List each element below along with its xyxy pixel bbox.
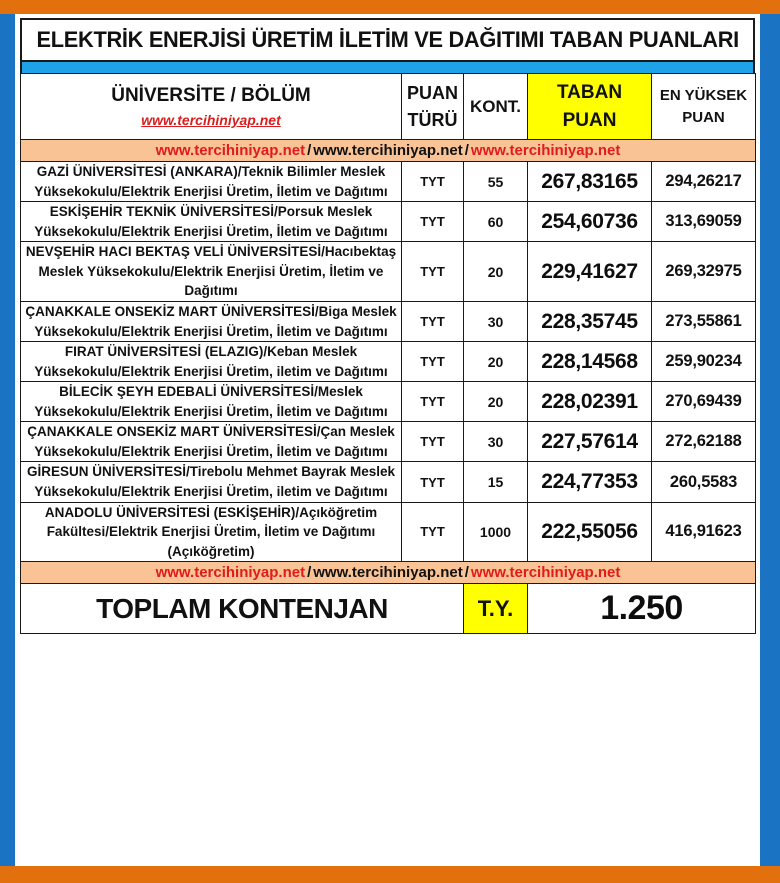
promo-site-2[interactable]: www.tercihiniyap.net	[313, 141, 463, 159]
header-base-score-line1: TABAN	[556, 81, 623, 103]
table-row[interactable]	[21, 422, 756, 462]
cell-quota: 30	[464, 422, 528, 462]
header-university-site[interactable]: www.tercihiniyap.net	[141, 111, 281, 128]
table-row[interactable]	[21, 462, 756, 502]
cell-base-score: 227,57614	[528, 422, 652, 462]
page-title: ELEKTRİK ENERJİSİ ÜRETİM İLETİM VE DAĞITIMI TABAN PUANLARI	[36, 27, 739, 52]
promo-separator-4: /	[464, 563, 469, 581]
cell-program: GİRESUN ÜNİVERSİTESİ/Tirebolu Mehmet Bayrak Meslek Yüksekokulu/Elektrik Enerjisi Üretim, iletim ve Dağıtımı	[21, 462, 402, 502]
bottom-orange-band	[0, 866, 780, 883]
cell-base-score: 224,77353	[528, 462, 652, 502]
promo-banner-bottom-cell	[21, 562, 756, 584]
cell-highest-score: 270,69439	[652, 382, 756, 422]
promo-separator-3: /	[307, 563, 312, 581]
table-header-row	[21, 74, 756, 140]
promo-banner-bottom-text	[156, 564, 621, 581]
cell-quota: 1000	[464, 502, 528, 562]
promo-site-3[interactable]: www.tercihiniyap.net	[470, 141, 621, 159]
promo-site-1[interactable]: www.tercihiniyap.net	[155, 141, 306, 159]
cell-highest-score: 269,32975	[652, 242, 756, 302]
cell-base-score: 229,41627	[528, 242, 652, 302]
promo-separator-2: /	[464, 141, 469, 159]
cell-highest-score: 259,90234	[652, 342, 756, 382]
table-row[interactable]	[21, 382, 756, 422]
promo-separator-1: /	[307, 141, 312, 159]
score-sheet	[20, 18, 755, 634]
cell-score-type: TYT	[402, 422, 464, 462]
header-cell-highest-score	[652, 74, 756, 140]
total-label: TOPLAM KONTENJAN	[21, 584, 464, 634]
cell-highest-score: 273,55861	[652, 301, 756, 341]
table-row[interactable]	[21, 242, 756, 302]
cell-highest-score: 272,62188	[652, 422, 756, 462]
cell-base-score: 267,83165	[528, 162, 652, 202]
total-row	[21, 584, 756, 634]
cell-program: ESKİŞEHİR TEKNİK ÜNİVERSİTESİ/Porsuk Meslek Yüksekokulu/Elektrik Enerjisi Üretim, İletim ve Dağıtımı	[21, 202, 402, 242]
cell-score-type: TYT	[402, 162, 464, 202]
table-row[interactable]	[21, 301, 756, 341]
cell-score-type: TYT	[402, 502, 464, 562]
right-blue-frame	[760, 14, 780, 866]
cell-highest-score: 313,69059	[652, 202, 756, 242]
cell-score-type: TYT	[402, 462, 464, 502]
header-cell-base-score	[528, 74, 652, 140]
cell-program: FIRAT ÜNİVERSİTESİ (ELAZIG)/Keban Meslek Yüksekokulu/Elektrik Enerjisi Üretim, iletim ve Dağıtımı	[21, 342, 402, 382]
cell-base-score: 222,55056	[528, 502, 652, 562]
header-cell-university	[21, 74, 402, 140]
cell-highest-score: 260,5583	[652, 462, 756, 502]
header-cell-score-type	[402, 74, 464, 140]
sheet-title-row	[20, 18, 755, 62]
cell-program: GAZİ ÜNİVERSİTESİ (ANKARA)/Teknik Bilimler Meslek Yüksekokulu/Elektrik Enerjisi Üretim, İletim ve Dağıtımı	[21, 162, 402, 202]
header-highest-score-line1: EN YÜKSEK	[659, 86, 748, 104]
cell-score-type: TYT	[402, 242, 464, 302]
promo-site-4[interactable]: www.tercihiniyap.net	[155, 563, 306, 581]
cyan-divider-strip	[20, 62, 755, 73]
promo-banner-top-cell	[21, 140, 756, 162]
cell-quota: 55	[464, 162, 528, 202]
table-row[interactable]	[21, 202, 756, 242]
cell-program: ANADOLU ÜNİVERSİTESİ (ESKİŞEHİR)/Açıköğretim Fakültesi/Elektrik Enerjisi Üretim, İletim ve Dağıtımı (Açıköğretim)	[21, 502, 402, 562]
left-blue-frame	[0, 14, 15, 866]
cell-program: BİLECİK ŞEYH EDEBALİ ÜNİVERSİTESİ/Meslek Yüksekokulu/Elektrik Enerjisi Üretim, İletim ve Dağıtımı	[21, 382, 402, 422]
cell-score-type: TYT	[402, 202, 464, 242]
total-score-type: T.Y.	[464, 584, 528, 634]
top-orange-band	[0, 0, 780, 14]
cell-base-score: 254,60736	[528, 202, 652, 242]
cell-quota: 20	[464, 242, 528, 302]
header-score-type-line2: TÜRÜ	[407, 109, 458, 130]
content-area	[15, 14, 760, 866]
header-base-score-line2: PUAN	[562, 109, 617, 131]
cell-quota: 20	[464, 382, 528, 422]
score-table	[20, 73, 756, 634]
header-quota-label: KONT.	[470, 96, 521, 116]
cell-program: ÇANAKKALE ONSEKİZ MART ÜNİVERSİTESİ/Biga Meslek Yüksekokulu/Elektrik Enerjisi Üretim, İletim ve Dağıtımı	[21, 301, 402, 341]
promo-banner-top-text	[156, 142, 621, 159]
total-quota-value: 1.250	[528, 584, 756, 634]
cell-highest-score: 416,91623	[652, 502, 756, 562]
header-highest-score-line2: PUAN	[682, 108, 725, 126]
promo-site-6[interactable]: www.tercihiniyap.net	[470, 563, 621, 581]
cell-highest-score: 294,26217	[652, 162, 756, 202]
cell-quota: 20	[464, 342, 528, 382]
promo-banner-top	[21, 140, 756, 162]
promo-banner-bottom	[21, 562, 756, 584]
cell-base-score: 228,02391	[528, 382, 652, 422]
header-score-type-line1: PUAN	[406, 83, 458, 104]
table-row[interactable]	[21, 162, 756, 202]
cell-quota: 30	[464, 301, 528, 341]
table-row[interactable]	[21, 342, 756, 382]
promo-site-5[interactable]: www.tercihiniyap.net	[313, 563, 463, 581]
cell-base-score: 228,14568	[528, 342, 652, 382]
cell-base-score: 228,35745	[528, 301, 652, 341]
cell-score-type: TYT	[402, 342, 464, 382]
table-row[interactable]	[21, 502, 756, 562]
cell-program: NEVŞEHİR HACI BEKTAŞ VELİ ÜNİVERSİTESİ/Hacıbektaş Meslek Yüksekokulu/Elektrik Enerjisi Üretim, İletim ve Dağıtımı	[21, 242, 402, 302]
header-cell-quota	[464, 74, 528, 140]
cell-score-type: TYT	[402, 301, 464, 341]
cell-program: ÇANAKKALE ONSEKİZ MART ÜNİVERSİTESİ/Çan Meslek Yüksekokulu/Elektrik Enerjisi Üretim, İletim ve Dağıtımı	[21, 422, 402, 462]
cell-quota: 60	[464, 202, 528, 242]
header-university-label: ÜNİVERSİTE / BÖLÜM	[111, 85, 311, 107]
cell-score-type: TYT	[402, 382, 464, 422]
cell-quota: 15	[464, 462, 528, 502]
